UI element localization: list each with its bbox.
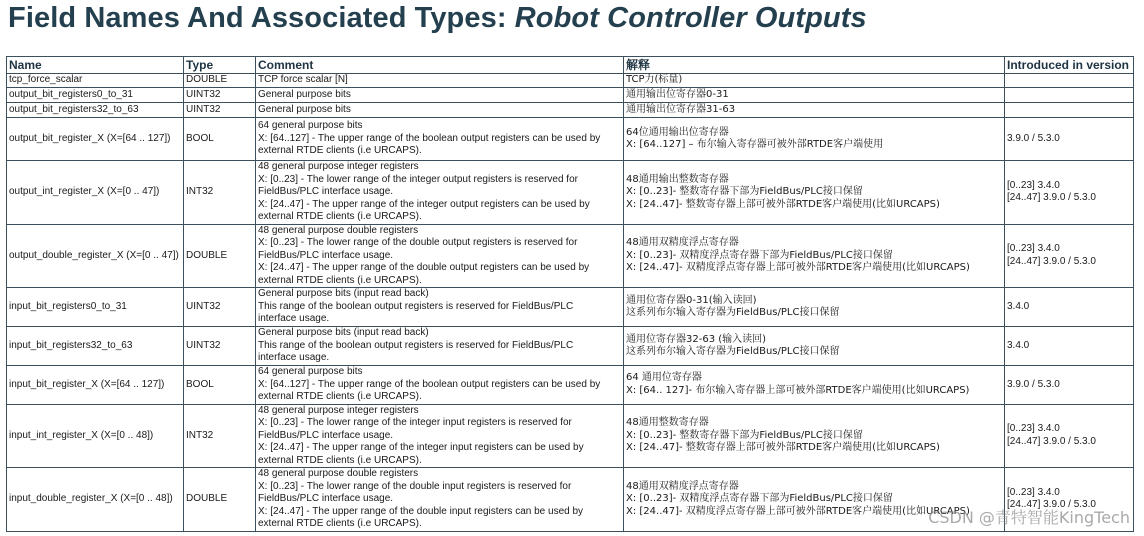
table-row [7,366,1134,405]
table-body [7,74,1134,532]
cell-type: UINT32 [184,288,256,327]
cell-name: input_bit_registers0_to_31 [7,288,184,327]
cell-comment [256,118,624,161]
cell-comment-line: FieldBus/PLC interface usage. [258,429,394,441]
cell-version-line: [0..23] 3.4.0 [1007,179,1060,191]
cell-version [1005,118,1134,161]
column-header-type: Type [184,57,256,74]
cell-name: output_bit_registers32_to_63 [7,103,184,118]
cell-comment [256,103,624,118]
cell-comment-line: external RTDE clients (i.e URCAPS). [258,211,422,222]
cell-explanation [624,161,1005,225]
cell-version [1005,366,1134,405]
cell-explanation-line: X: [24..47]- 整数寄存器上部可被外部RTDE客户端使用(比如URCAPS) [626,198,940,210]
cell-type: INT32 [184,161,256,225]
cell-explanation [624,118,1005,161]
cell-version-line: [0..23] 3.4.0 [1007,423,1060,435]
cell-comment-line: X: [24..47] - The upper range of the integer input registers can be used by [258,442,584,453]
cell-explanation-line: 通用位寄存器32-63 (输入读回) [626,333,767,345]
cell-version [1005,288,1134,327]
cell-explanation [624,327,1005,366]
watermark: CSDN @青特智能KingTech [928,508,1130,527]
cell-type: DOUBLE [184,468,256,532]
table-row [7,74,1134,88]
cell-version [1005,88,1134,103]
table-row [7,224,1134,288]
cell-comment-line: FieldBus/PLC interface usage. [258,249,394,261]
cell-comment-line: X: [0..23] - The lower range of the double output registers is reserved for [258,237,578,248]
cell-comment-line: General purpose bits (input read back) [258,288,429,300]
cell-comment-line: X: [24..47] - The upper range of the integer output registers can be used by [258,198,590,210]
cell-comment [256,404,624,468]
cell-comment-line: X: [0..23] - The lower range of the integer input registers is reserved for [258,417,572,428]
cell-name: output_int_register_X (X=[0 .. 47]) [7,161,184,225]
title-emphasis: Robot Controller Outputs [514,2,867,34]
cell-explanation-line: X: [0..23]- 整数寄存器下部为FieldBus/PLC接口保留 [626,186,863,197]
column-header-name: Name [7,57,184,74]
cell-explanation [624,404,1005,468]
cell-comment-line: FieldBus/PLC interface usage. [258,493,394,504]
cell-comment-line: interface usage. [258,313,330,325]
cell-version-line: [0..23] 3.4.0 [1007,243,1060,255]
cell-comment [256,224,624,288]
cell-name: input_int_register_X (X=[0 .. 48]) [7,404,184,468]
cell-name: output_double_register_X (X=[0 .. 47]) [7,224,184,288]
cell-comment [256,468,624,532]
cell-comment [256,74,624,88]
cell-name: tcp_force_scalar [7,74,184,88]
cell-comment-line: General purpose bits [258,88,351,100]
table-row [7,161,1134,225]
cell-explanation-line: 通用输出位寄存器31-63 [626,103,736,115]
cell-comment [256,366,624,405]
cell-explanation-line: 48通用双精度浮点寄存器 [626,480,739,492]
cell-type: UINT32 [184,88,256,103]
cell-version-line: 3.4.0 [1007,339,1030,351]
cell-comment-line: external RTDE clients (i.e URCAPS). [258,391,422,402]
table-row [7,288,1134,327]
cell-explanation-line: X: [24..47]- 双精度浮点寄存器上部可被外部RTDE客户端使用(比如URCAPS) [626,262,970,273]
cell-explanation-line: X: [0..23]- 整数寄存器下部为FieldBus/PLC接口保留 [626,429,863,441]
cell-name: input_bit_register_X (X=[64 .. 127]) [7,366,184,405]
cell-comment-line: 48 general purpose integer registers [258,404,419,416]
cell-comment-line: interface usage. [258,352,330,364]
table-row [7,118,1134,161]
cell-explanation [624,103,1005,118]
table-row [7,327,1134,366]
cell-version [1005,161,1134,225]
cell-comment-line: 64 general purpose bits [258,120,363,132]
cell-comment-line: X: [24..47] - The upper range of the double output registers can be used by [258,262,590,273]
cell-comment-line: X: [64..127] - The upper range of the boolean output registers can be used by [258,132,601,144]
cell-comment [256,327,624,366]
cell-type: DOUBLE [184,224,256,288]
cell-type: UINT32 [184,103,256,118]
cell-comment-line: external RTDE clients (i.e URCAPS). [258,518,422,529]
cell-explanation-line: X: [24..47]- 双精度浮点寄存器上部可被外部RTDE客户端使用(比如URCAPS) [626,505,970,517]
cell-explanation-line: X: [64.. 127]- 布尔输入寄存器上部可被外部RTDE客户端使用(比如URCAPS) [626,384,970,396]
cell-explanation [624,288,1005,327]
cell-explanation-line: 48通用整数寄存器 [626,417,709,428]
cell-comment [256,88,624,103]
column-header-comment: Comment [256,57,624,74]
cell-comment-line: 64 general purpose bits [258,366,363,377]
cell-comment-line: General purpose bits [258,103,351,115]
cell-explanation [624,224,1005,288]
cell-comment-line: 48 general purpose double registers [258,224,419,236]
cell-name: input_bit_registers32_to_63 [7,327,184,366]
cell-comment-line: TCP force scalar [N] [258,74,348,86]
cell-comment [256,161,624,225]
cell-explanation-line: 通用位寄存器0-31(输入读回) [626,294,757,306]
cell-version-line: [24..47] 3.9.0 / 5.3.0 [1007,499,1096,511]
cell-explanation-line: X: [64..127] – 布尔输入寄存器可被外部RTDE客户端使用 [626,139,884,150]
cell-name: output_bit_register_X (X=[64 .. 127]) [7,118,184,161]
cell-type: BOOL [184,366,256,405]
cell-version [1005,327,1134,366]
table-row [7,404,1134,468]
cell-comment-line: external RTDE clients (i.e URCAPS). [258,454,422,466]
cell-comment-line: X: [0..23] - The lower range of the double input registers is reserved for [258,480,572,492]
cell-comment-line: X: [0..23] - The lower range of the integer output registers is reserved for [258,173,578,185]
cell-comment-line: This range of the boolean output registers is reserved for FieldBus/PLC [258,339,574,351]
cell-comment-line: external RTDE clients (i.e URCAPS). [258,145,422,157]
cell-explanation-line: 这系列布尔输入寄存器为FieldBus/PLC接口保留 [626,346,840,357]
cell-comment-line: 48 general purpose double registers [258,468,419,479]
cell-version-line: [24..47] 3.9.0 / 5.3.0 [1007,192,1096,204]
cell-comment-line: FieldBus/PLC interface usage. [258,186,394,197]
cell-explanation-line: X: [24..47]- 整数寄存器上部可被外部RTDE客户端使用(比如URCAPS) [626,442,940,453]
cell-version-line: 3.9.0 / 5.3.0 [1007,378,1060,390]
cell-type: DOUBLE [184,74,256,88]
column-header-explanation: 解释 [624,57,1005,74]
cell-name: output_bit_registers0_to_31 [7,88,184,103]
table-row [7,103,1134,118]
cell-comment-line: external RTDE clients (i.e URCAPS). [258,274,422,286]
cell-comment-line: X: [64..127] - The upper range of the boolean output registers can be used by [258,378,601,390]
cell-name: input_double_register_X (X=[0 .. 48]) [7,468,184,532]
cell-explanation-line: 64位通用输出位寄存器 [626,126,729,138]
cell-explanation [624,366,1005,405]
cell-version [1005,404,1134,468]
cell-explanation [624,88,1005,103]
cell-version-line: [24..47] 3.9.0 / 5.3.0 [1007,255,1096,267]
cell-type: INT32 [184,404,256,468]
cell-comment [256,288,624,327]
table-row [7,88,1134,103]
cell-explanation-line: 64 通用位寄存器 [626,372,702,384]
cell-explanation [624,74,1005,88]
cell-explanation-line: TCP力(标量) [626,74,683,86]
cell-version-line: 3.4.0 [1007,300,1030,312]
cell-comment-line: General purpose bits (input read back) [258,327,429,339]
column-header-version: Introduced in version [1005,57,1134,74]
cell-comment-line: This range of the boolean output registers is reserved for FieldBus/PLC [258,300,574,312]
cell-version-line: [24..47] 3.9.0 / 5.3.0 [1007,435,1096,447]
field-types-table [6,56,1134,532]
cell-version [1005,103,1134,118]
cell-explanation-line: 这系列布尔输入寄存器为FieldBus/PLC接口保留 [626,307,840,318]
cell-explanation-line: 48通用输出整数寄存器 [626,173,729,185]
cell-version [1005,74,1134,88]
cell-explanation-line: 通用输出位寄存器0-31 [626,88,729,100]
cell-version-line: 3.9.0 / 5.3.0 [1007,132,1060,144]
cell-version [1005,224,1134,288]
cell-type: BOOL [184,118,256,161]
cell-comment-line: X: [24..47] - The upper range of the double input registers can be used by [258,505,584,517]
cell-explanation-line: 48通用双精度浮点寄存器 [626,237,739,248]
cell-version-line: [0..23] 3.4.0 [1007,486,1060,498]
cell-explanation-line: X: [0..23]- 双精度浮点寄存器下部为FieldBus/PLC接口保留 [626,493,893,504]
title-prefix: Field Names And Associated Types: [8,2,515,34]
cell-type: UINT32 [184,327,256,366]
page-title [8,2,867,35]
table-header-row [7,57,1134,74]
cell-comment-line: 48 general purpose integer registers [258,161,419,172]
cell-explanation-line: X: [0..23]- 双精度浮点寄存器下部为FieldBus/PLC接口保留 [626,249,893,261]
